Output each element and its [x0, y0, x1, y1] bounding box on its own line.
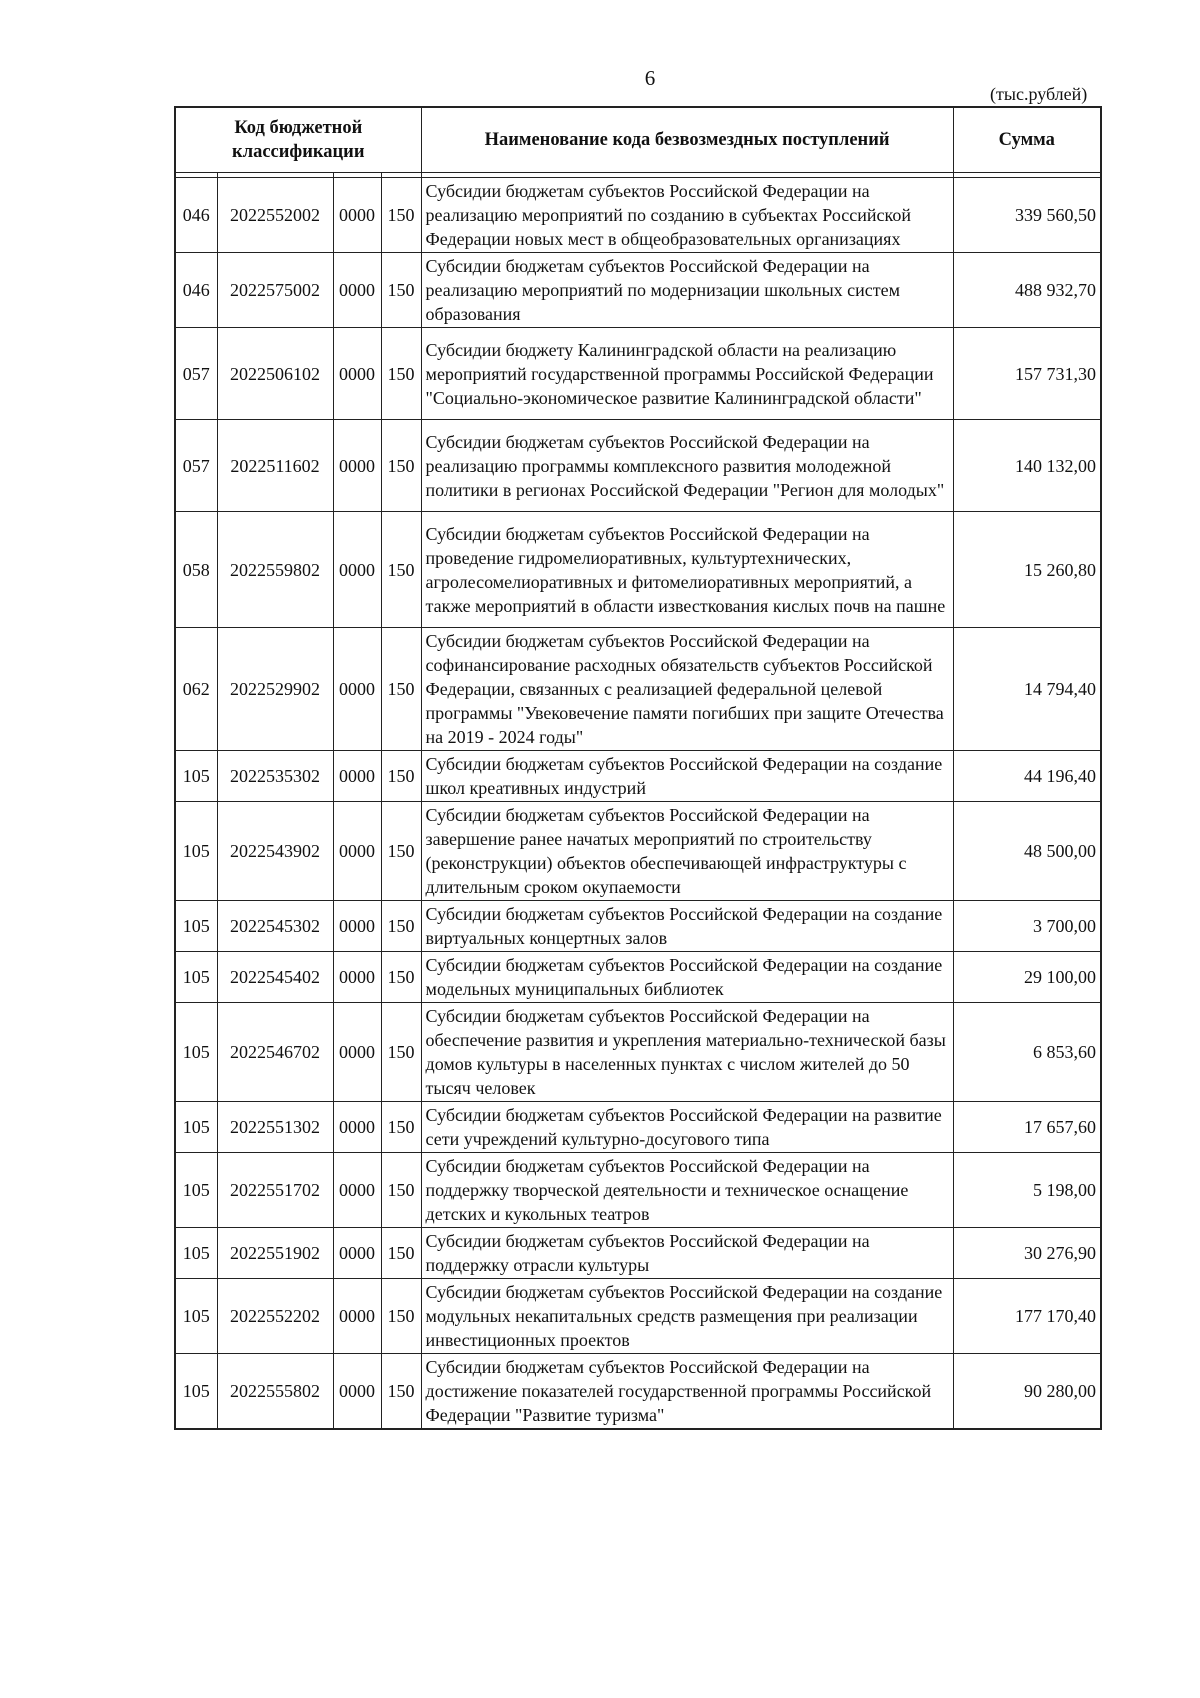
- program-code: 0000: [333, 628, 381, 751]
- admin-code: 057: [175, 328, 217, 420]
- header-name: Наименование кода безвозмездных поступлений: [421, 107, 953, 173]
- admin-code: 105: [175, 1228, 217, 1279]
- admin-code: 105: [175, 1153, 217, 1228]
- income-name: Субсидии бюджетам субъектов Российской Федерации на создание модельных муниципальных библиотек: [421, 952, 953, 1003]
- table-row: [175, 952, 1101, 1003]
- income-sum: 339 560,50: [953, 178, 1101, 253]
- table-row: [175, 1228, 1101, 1279]
- unit-note: (тыс.рублей): [990, 84, 1088, 104]
- table-header-row: [175, 107, 1101, 173]
- income-name: Субсидии бюджетам субъектов Российской Федерации на поддержку творческой деятельности и техническое оснащение детских и кукольных театров: [421, 1153, 953, 1228]
- income-sum: 3 700,00: [953, 901, 1101, 952]
- program-code: 0000: [333, 1279, 381, 1354]
- income-sum: 177 170,40: [953, 1279, 1101, 1354]
- income-name: Субсидии бюджетам субъектов Российской Федерации на создание модульных некапитальных средств размещения при реализации инвестиционных проектов: [421, 1279, 953, 1354]
- admin-code: 062: [175, 628, 217, 751]
- program-code: 0000: [333, 512, 381, 628]
- table-row: [175, 901, 1101, 952]
- income-code: 2022511602: [217, 420, 333, 512]
- header-code: Код бюджетной классификации: [175, 107, 421, 173]
- income-name: Субсидии бюджетам субъектов Российской Федерации на реализацию мероприятий по созданию в субъектах Российской Федерации новых мест в общеобразовательных организациях: [421, 178, 953, 253]
- economic-code: 150: [381, 628, 421, 751]
- admin-code: 105: [175, 1279, 217, 1354]
- income-code: 2022543902: [217, 802, 333, 901]
- program-code: 0000: [333, 952, 381, 1003]
- income-sum: 48 500,00: [953, 802, 1101, 901]
- income-name: Субсидии бюджетам субъектов Российской Федерации на реализацию программы комплексного развития молодежной политики в регионах Российской Федерации "Регион для молодых": [421, 420, 953, 512]
- income-name: Субсидии бюджетам субъектов Российской Федерации на обеспечение развития и укрепления материально-технической базы домов культуры в населенных пунктах с числом жителей до 50 тысяч человек: [421, 1003, 953, 1102]
- admin-code: 105: [175, 952, 217, 1003]
- admin-code: 105: [175, 1354, 217, 1430]
- economic-code: 150: [381, 1279, 421, 1354]
- income-name: Субсидии бюджету Калининградской области на реализацию мероприятий государственной программы Российской Федерации "Социально-экономическое развитие Калининградской области": [421, 328, 953, 420]
- economic-code: 150: [381, 253, 421, 328]
- income-name: Субсидии бюджетам субъектов Российской Федерации на создание школ креативных индустрий: [421, 751, 953, 802]
- income-sum: 29 100,00: [953, 952, 1101, 1003]
- table-row: [175, 178, 1101, 253]
- table-row: [175, 628, 1101, 751]
- program-code: 0000: [333, 178, 381, 253]
- economic-code: 150: [381, 1003, 421, 1102]
- admin-code: 046: [175, 253, 217, 328]
- table-row: [175, 1102, 1101, 1153]
- economic-code: 150: [381, 1354, 421, 1430]
- admin-code: 057: [175, 420, 217, 512]
- economic-code: 150: [381, 420, 421, 512]
- program-code: 0000: [333, 1228, 381, 1279]
- economic-code: 150: [381, 178, 421, 253]
- program-code: 0000: [333, 802, 381, 901]
- table-row: [175, 420, 1101, 512]
- admin-code: 105: [175, 751, 217, 802]
- income-sum: 14 794,40: [953, 628, 1101, 751]
- income-sum: 488 932,70: [953, 253, 1101, 328]
- program-code: 0000: [333, 1003, 381, 1102]
- program-code: 0000: [333, 328, 381, 420]
- program-code: 0000: [333, 751, 381, 802]
- income-code: 2022529902: [217, 628, 333, 751]
- income-code: 2022506102: [217, 328, 333, 420]
- admin-code: 105: [175, 901, 217, 952]
- income-code: 2022555802: [217, 1354, 333, 1430]
- table-row: [175, 1354, 1101, 1430]
- income-name: Субсидии бюджетам субъектов Российской Федерации на поддержку отрасли культуры: [421, 1228, 953, 1279]
- program-code: 0000: [333, 1102, 381, 1153]
- admin-code: 105: [175, 1003, 217, 1102]
- income-name: Субсидии бюджетам субъектов Российской Федерации на развитие сети учреждений культурно-досугового типа: [421, 1102, 953, 1153]
- income-code: 2022575002: [217, 253, 333, 328]
- income-sum: 157 731,30: [953, 328, 1101, 420]
- table-row: [175, 751, 1101, 802]
- income-sum: 5 198,00: [953, 1153, 1101, 1228]
- program-code: 0000: [333, 253, 381, 328]
- header-sum: Сумма: [953, 107, 1101, 173]
- income-code: 2022551702: [217, 1153, 333, 1228]
- income-name: Субсидии бюджетам субъектов Российской Федерации на софинансирование расходных обязательств субъектов Российской Федерации, связанных с реализацией федеральной целевой программы "Увековечение памяти погибших при защите Отечества на 2019 - 2024 годы": [421, 628, 953, 751]
- economic-code: 150: [381, 512, 421, 628]
- table-row: [175, 1153, 1101, 1228]
- admin-code: 046: [175, 178, 217, 253]
- income-code: 2022551902: [217, 1228, 333, 1279]
- table-row: [175, 512, 1101, 628]
- income-name: Субсидии бюджетам субъектов Российской Федерации на проведение гидромелиоративных, культуртехнических, агролесомелиоративных и фитомелиоративных мероприятий, а также мероприятий в области известкования кислых почв на пашне: [421, 512, 953, 628]
- income-code: 2022552202: [217, 1279, 333, 1354]
- program-code: 0000: [333, 1153, 381, 1228]
- income-code: 2022545402: [217, 952, 333, 1003]
- income-sum: 17 657,60: [953, 1102, 1101, 1153]
- income-name: Субсидии бюджетам субъектов Российской Федерации на создание виртуальных концертных залов: [421, 901, 953, 952]
- economic-code: 150: [381, 1153, 421, 1228]
- income-code: 2022546702: [217, 1003, 333, 1102]
- table-body: [175, 178, 1101, 1430]
- economic-code: 150: [381, 751, 421, 802]
- income-code: 2022559802: [217, 512, 333, 628]
- economic-code: 150: [381, 1102, 421, 1153]
- income-code: 2022545302: [217, 901, 333, 952]
- income-name: Субсидии бюджетам субъектов Российской Федерации на завершение ранее начатых мероприятий по строительству (реконструкции) объектов обеспечивающей инфраструктуры с длительным сроком окупаемости: [421, 802, 953, 901]
- income-code: 2022551302: [217, 1102, 333, 1153]
- income-name: Субсидии бюджетам субъектов Российской Федерации на реализацию мероприятий по модернизации школьных систем образования: [421, 253, 953, 328]
- income-sum: 44 196,40: [953, 751, 1101, 802]
- table-row: [175, 328, 1101, 420]
- income-sum: 15 260,80: [953, 512, 1101, 628]
- economic-code: 150: [381, 952, 421, 1003]
- economic-code: 150: [381, 328, 421, 420]
- table-row: [175, 1003, 1101, 1102]
- income-sum: 90 280,00: [953, 1354, 1101, 1430]
- budget-table: [174, 106, 1102, 1430]
- page-number: 6: [644, 66, 656, 90]
- economic-code: 150: [381, 901, 421, 952]
- economic-code: 150: [381, 802, 421, 901]
- income-sum: 6 853,60: [953, 1003, 1101, 1102]
- program-code: 0000: [333, 1354, 381, 1430]
- table-row: [175, 802, 1101, 901]
- table-row: [175, 1279, 1101, 1354]
- income-sum: 140 132,00: [953, 420, 1101, 512]
- admin-code: 058: [175, 512, 217, 628]
- program-code: 0000: [333, 420, 381, 512]
- income-name: Субсидии бюджетам субъектов Российской Федерации на достижение показателей государственной программы Российской Федерации "Развитие туризма": [421, 1354, 953, 1430]
- admin-code: 105: [175, 1102, 217, 1153]
- income-code: 2022552002: [217, 178, 333, 253]
- program-code: 0000: [333, 901, 381, 952]
- table-row: [175, 253, 1101, 328]
- economic-code: 150: [381, 1228, 421, 1279]
- income-sum: 30 276,90: [953, 1228, 1101, 1279]
- admin-code: 105: [175, 802, 217, 901]
- income-code: 2022535302: [217, 751, 333, 802]
